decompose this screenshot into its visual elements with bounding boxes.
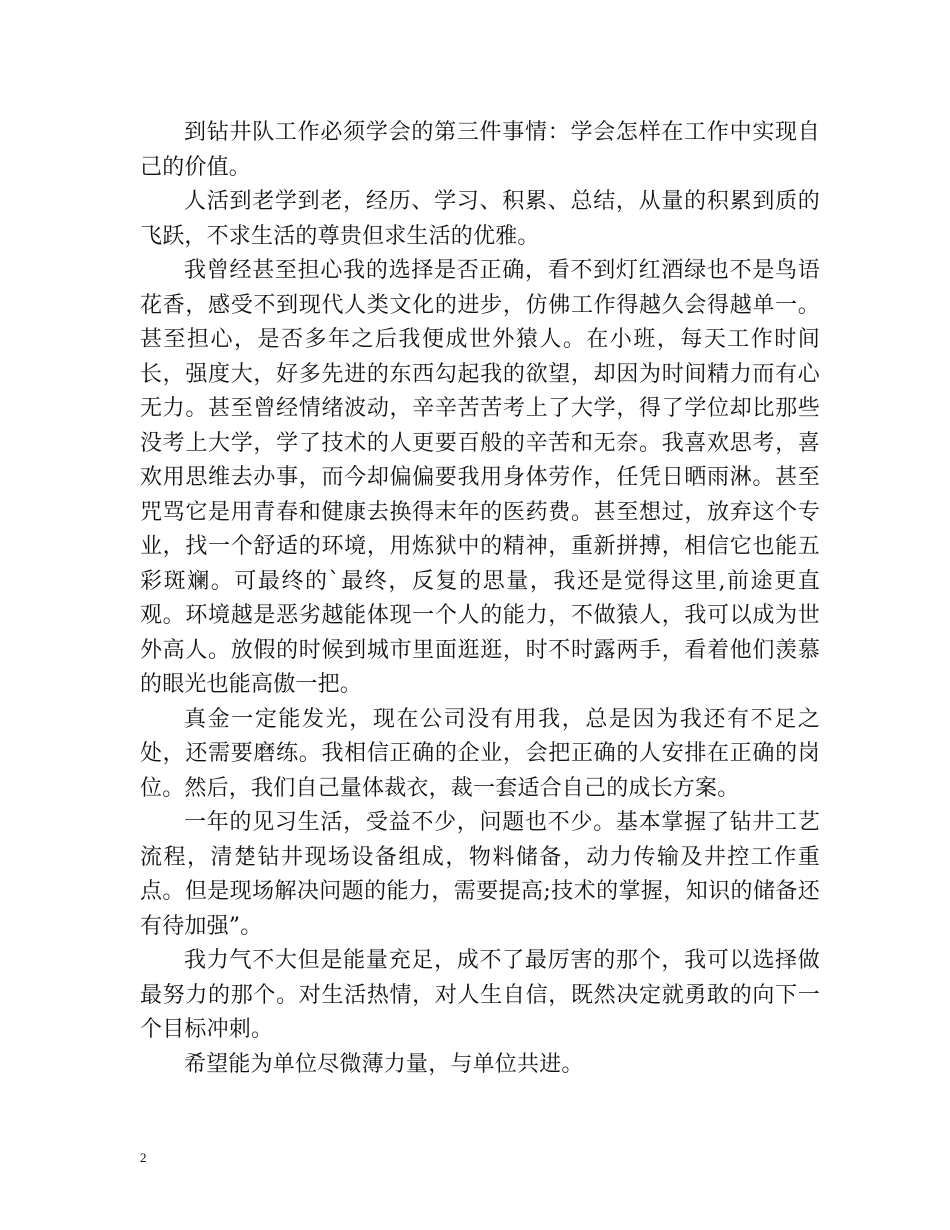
paragraph-7: 希望能为单位尽微薄力量，与单位共进。	[184, 1051, 584, 1077]
paragraph-4: 真金一定能发光，现在公司没有用我，总是因为我还有不足之处，还需要磨练。我相信正确的企业，会把正确的人安排在正确的岗位。然后，我们自己量体裁衣，裁一套适合自己的成长方案。	[140, 706, 820, 801]
paragraph-6: 我力气不大但是能量充足，成不了最厉害的那个，我可以选择做最努力的那个。对生活热情，对人生自信，既然决定就勇敢的向下一个目标冲刺。	[140, 948, 820, 1042]
paragraph-2: 人活到老学到老，经历、学习、积累、总结，从量的积累到质的飞跃，不求生活的尊贵但求生活的优雅。	[140, 189, 820, 249]
paragraph-3: 我曾经甚至担心我的选择是否正确，看不到灯红酒绿也不是鸟语花香，感受不到现代人类文化的进步，仿佛工作得越久会得越单一。甚至担心，是否多年之后我便成世外猿人。在小班，每天工作时间长，强度大，好多先进的东西勾起我的欲望，却因为时间精力而有心无力。甚至曾经情绪波动，辛辛苦苦考上了大学，得了学位却比那些没考上大学，学了技术的人更要百般的辛苦和无奈。我喜欢思考，喜欢用思维去办事，而今却偏偏要我用身体劳作，任凭日晒雨淋。甚至咒骂它是用青春和健康去换得末年的医药费。甚至想过，放弃这个专业，找一个舒适的环境，用炼狱中的精神，重新拼搏，相信它也能五彩斑斓。可最终的`最终，反复的思量，我还是觉得这里,前途更直观。环境越是恶劣越能体现一个人的能力，不做猿人，我可以成为世外高人。放假的时候到城市里面逛逛，时不时露两手，看着他们羡慕的眼光也能高傲一把。	[140, 258, 820, 697]
document-body	[140, 116, 820, 1082]
paragraph-5: 一年的见习生活，受益不少，问题也不少。基本掌握了钻井工艺流程，清楚钻井现场设备组成，物料储备，动力传输及井控工作重点。但是现场解决问题的能力，需要提高;技术的掌握，知识的储备还有待加强”。	[140, 810, 820, 939]
page-number: 2	[140, 1150, 147, 1165]
paragraph-1: 到钻井队工作必须学会的第三件事情：学会怎样在工作中实现自己的价值。	[140, 120, 820, 180]
